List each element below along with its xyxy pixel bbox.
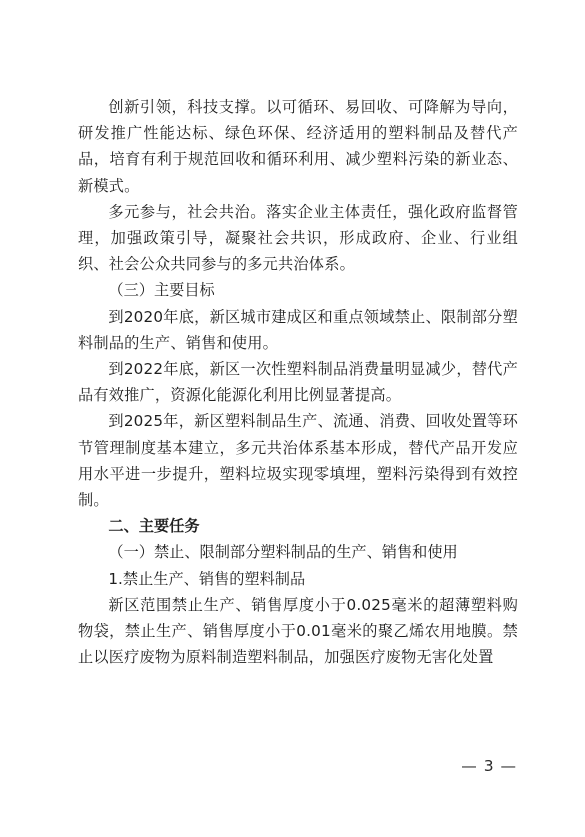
paragraph-task-1-1: 新区范围禁止生产、销售厚度小于0.025毫米的超薄塑料购物袋，禁止生产、销售厚度小于0.01毫米的聚乙烯农用地膜。禁止以医疗废物为原料制造塑料制品，加强医疗废物无害化处置 [78,595,518,667]
paragraph-goal-2022: 到2022年底，新区一次性塑料制品消费量明显减少，替代产品有效推广，资源化能源化利用比例显著提高。 [78,360,518,405]
section-heading-main-tasks: 二、主要任务 [108,517,200,536]
section-heading-main-goals: （三）主要目标 [108,281,215,300]
paragraph-innovation: 创新引领，科技支撑。以可循环、易回收、可降解为导向，研发推广性能达标、绿色环保、经济适用的塑料制品及替代产品，培育有利于规范回收和循环利用、减少塑料污染的新业态、新模式。 [78,98,518,195]
paragraph-goal-2020: 到2020年底，新区城市建成区和重点领域禁止、限制部分塑料制品的生产、销售和使用。 [78,307,518,352]
item-heading-task-1-1: 1.禁止生产、销售的塑料制品 [108,569,306,588]
subsection-heading-task-1: （一）禁止、限制部分塑料制品的生产、销售和使用 [108,543,458,562]
paragraph-governance: 多元参与，社会共治。落实企业主体责任，强化政府监督管理，加强政策引导，凝聚社会共识，形成政府、企业、行业组织、社会公众共同参与的多元共治体系。 [78,202,518,274]
paragraph-goal-2025: 到2025年，新区塑料制品生产、流通、消费、回收处置等环节管理制度基本建立，多元共治体系基本形成，替代产品开发应用水平进一步提升，塑料垃圾实现零填埋，塑料污染得到有效控制。 [78,412,518,510]
page-number: — 3 — [461,757,517,775]
document-body [78,94,518,670]
